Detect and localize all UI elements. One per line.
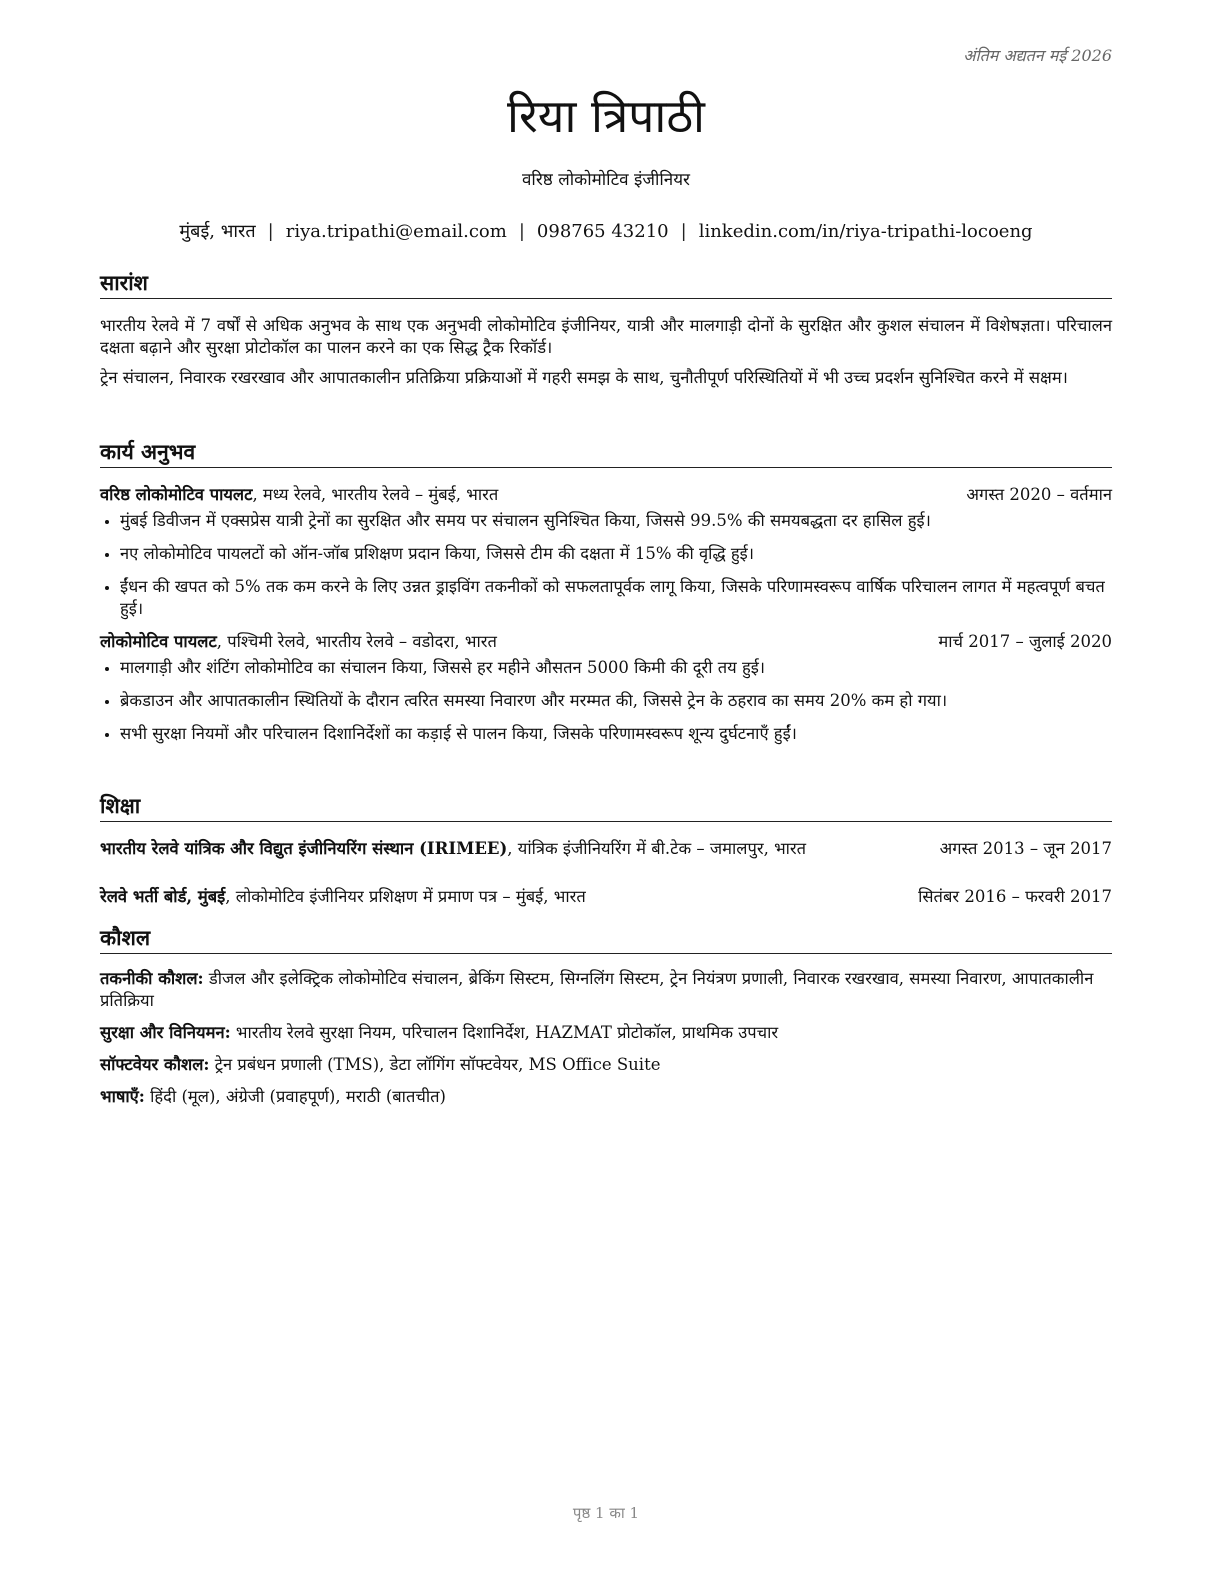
education-detail: , लोकोमोटिव इंजीनियर प्रशिक्षण में प्रमाण पत्र – मुंबई, भारत [225, 887, 586, 906]
list-item: • ईंधन की खपत को 5% तक कम करने के लिए उन्नत ड्राइविंग तकनीकों को सफलतापूर्वक लागू किया, जिसके परिणामस्वरूप वार्षिक परिचालन लागत में महत्वपूर्ण बचत हुई। [120, 576, 1112, 620]
education-dates: अगस्त 2013 – जून 2017 [939, 839, 1112, 858]
education-section [100, 793, 1112, 908]
job-role: लोकोमोटिव पायलट [100, 632, 217, 651]
job-bullets [100, 510, 1112, 620]
contact-separator: | [680, 221, 687, 242]
contact-email[interactable]: riya.tripathi@email.com [285, 221, 507, 242]
contact-line [100, 219, 1112, 243]
list-item: • मालगाड़ी और शंटिंग लोकोमोटिव का संचालन किया, जिससे हर महीने औसतन 5000 किमी की दूरी तय हुई। [120, 657, 1112, 679]
section-heading: कार्य अनुभव [100, 439, 1112, 468]
last-updated: अंतिम अद्यतन मई 2026 [963, 46, 1112, 65]
job-header [100, 484, 1112, 506]
section-heading: सारांश [100, 270, 1112, 299]
skill-row [100, 1086, 1112, 1108]
skill-label: भाषाएँ: [100, 1087, 145, 1106]
contact-location: मुंबई, भारत [179, 221, 256, 242]
job-entry [100, 631, 1112, 745]
skill-value: भारतीय रेलवे सुरक्षा नियम, परिचालन दिशानिर्देश, HAZMAT प्रोटोकॉल, प्राथमिक उपचार [230, 1023, 779, 1042]
education-school: रेलवे भर्ती बोर्ड, मुंबई [100, 887, 226, 906]
section-heading: शिक्षा [100, 793, 1112, 822]
skill-row [100, 1054, 1112, 1076]
skill-value: हिंदी (मूल), अंग्रेजी (प्रवाहपूर्ण), मराठी (बातचीत) [144, 1087, 446, 1106]
summary-section [100, 270, 1112, 389]
list-item: • मुंबई डिवीजन में एक्सप्रेस यात्री ट्रेनों का सुरक्षित और समय पर संचालन सुनिश्चित किया, जिससे 99.5% की समयबद्धता दर हासिल हुई। [120, 510, 1112, 532]
job-bullets [100, 657, 1112, 745]
skills-section [100, 925, 1112, 1118]
list-item: • ब्रेकडाउन और आपातकालीन स्थितियों के दौरान त्वरित समस्या निवारण और मरम्मत की, जिससे ट्रेन के ठहराव का समय 20% कम हो गया। [120, 690, 1112, 712]
job-dates: मार्च 2017 – जुलाई 2020 [938, 632, 1112, 651]
skill-label: सॉफ्टवेयर कौशल: [100, 1055, 210, 1074]
experience-section [100, 439, 1112, 756]
job-entry [100, 484, 1112, 620]
education-school: भारतीय रेलवे यांत्रिक और विद्युत इंजीनियरिंग संस्थान (IRIMEE) [100, 839, 508, 858]
page-number: पृष्ठ 1 का 1 [572, 1504, 640, 1522]
job-role: वरिष्ठ लोकोमोटिव पायलट [100, 485, 253, 504]
contact-phone: 098765 43210 [536, 221, 669, 242]
contact-separator: | [518, 221, 525, 242]
education-dates: सितंबर 2016 – फरवरी 2017 [918, 887, 1112, 906]
list-item: • सभी सुरक्षा नियमों और परिचालन दिशानिर्देशों का कड़ाई से पालन किया, जिसके परिणामस्वरूप शून्य दुर्घटनाएँ हुईं। [120, 723, 1112, 745]
skill-row [100, 968, 1112, 1012]
education-detail: , यांत्रिक इंजीनियरिंग में बी.टेक – जमालपुर, भारत [507, 839, 807, 858]
resume-page [100, 0, 1112, 1584]
education-entry [100, 886, 1112, 908]
candidate-title: वरिष्ठ लोकोमोटिव इंजीनियर [521, 170, 691, 190]
skill-row [100, 1022, 1112, 1044]
job-dates: अगस्त 2020 – वर्तमान [966, 485, 1112, 504]
list-item: • नए लोकोमोटिव पायलटों को ऑन-जॉब प्रशिक्षण प्रदान किया, जिससे टीम की दक्षता में 15% की वृद्धि हुई। [120, 543, 1112, 565]
skill-value: डीजल और इलेक्ट्रिक लोकोमोटिव संचालन, ब्रेकिंग सिस्टम, सिग्नलिंग सिस्टम, ट्रेन नियंत्रण प्रणाली, निवारक रखरखाव, समस्या निवारण, आपातकालीन प्रतिक्रिया [100, 969, 1094, 1010]
job-org: , पश्चिमी रेलवे, भारतीय रेलवे – वडोदरा, भारत [216, 632, 497, 651]
education-entry [100, 838, 1112, 860]
contact-linkedin[interactable]: linkedin.com/in/riya-tripathi-locoeng [698, 221, 1033, 242]
section-heading: कौशल [100, 925, 1112, 954]
skill-label: सुरक्षा और विनियमन: [100, 1023, 231, 1042]
job-org: , मध्य रेलवे, भारतीय रेलवे – मुंबई, भारत [252, 485, 499, 504]
candidate-name: रिया त्रिपाठी [507, 89, 705, 143]
skill-value: ट्रेन प्रबंधन प्रणाली (TMS), डेटा लॉगिंग सॉफ्टवेयर, MS Office Suite [209, 1055, 661, 1074]
summary-paragraph: ट्रेन संचालन, निवारक रखरखाव और आपातकालीन प्रतिक्रिया प्रक्रियाओं में गहरी समझ के साथ, चुनौतीपूर्ण परिस्थितियों में भी उच्च प्रदर्शन सुनिश्चित करने में सक्षम। [100, 368, 1068, 387]
summary-paragraph: भारतीय रेलवे में 7 वर्षों से अधिक अनुभव के साथ एक अनुभवी लोकोमोटिव इंजीनियर, यात्री और मालगाड़ी दोनों के सुरक्षित और कुशल संचालन में विशेषज्ञता। परिचालन दक्षता बढ़ाने और सुरक्षा प्रोटोकॉल का पालन करने का एक सिद्ध ट्रैक रिकॉर्ड। [100, 316, 1112, 357]
contact-separator: | [267, 221, 274, 242]
skill-label: तकनीकी कौशल: [100, 969, 204, 988]
